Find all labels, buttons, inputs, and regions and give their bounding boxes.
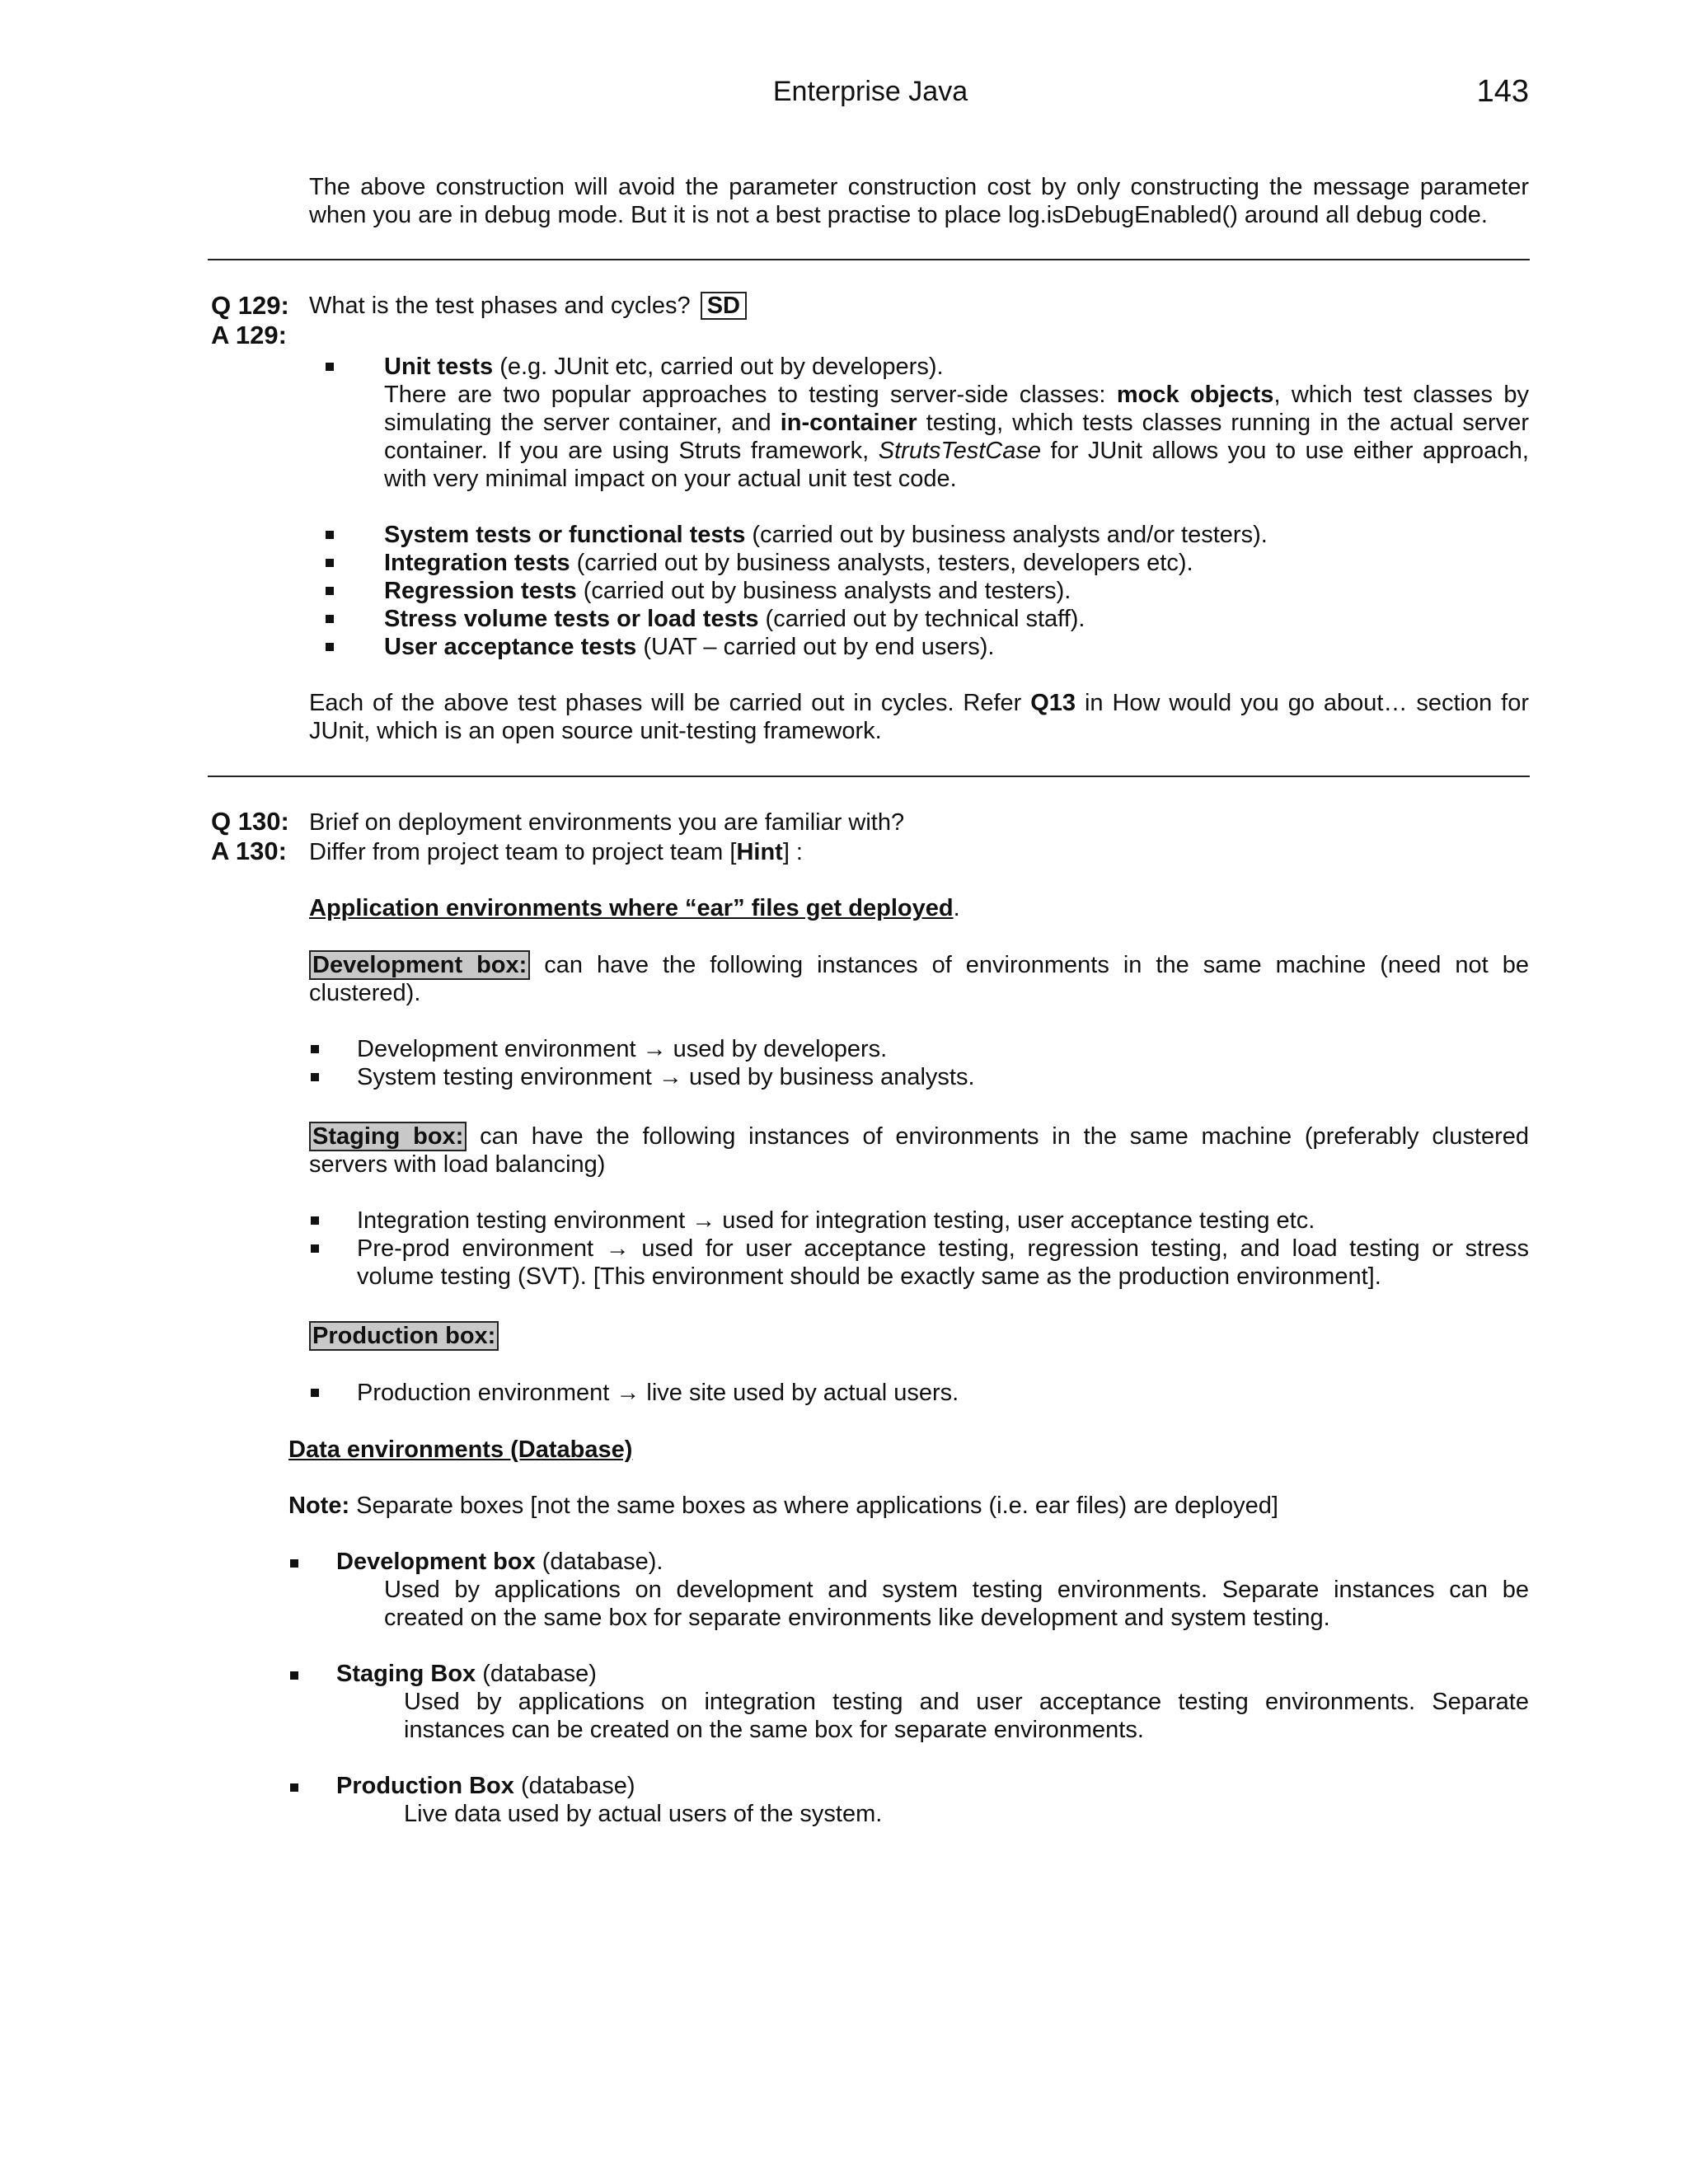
bullet-icon <box>311 1389 319 1397</box>
answer-label: A 130: <box>211 837 287 865</box>
db-item-title: Development box (database). <box>336 1549 663 1575</box>
page-number: 143 <box>1476 74 1529 109</box>
closing-line-1: Each of the above test phases will be carried out in cycles. Refer Q13 in How would you go about… section for <box>309 690 1529 716</box>
staging-box-paragraph: Staging box: can have the following instances of environments in the same machine (preferably clustered servers with load balancing) <box>309 1123 1529 1178</box>
list-item: Regression tests (carried out by business analysts and testers). <box>384 578 1071 604</box>
running-header-title: Enterprise Java <box>772 76 968 107</box>
list-item: Development environment → used by developers. <box>357 1036 888 1062</box>
bullet-icon <box>311 1073 319 1081</box>
bullet-icon <box>326 587 334 595</box>
list-item: User acceptance tests (UAT – carried out by end users). <box>384 634 995 660</box>
unit-line-1: There are two popular approaches to testing server-side classes: mock objects, which test classes by <box>384 382 1529 408</box>
section-divider <box>208 259 1530 260</box>
db-item-description: Used by applications on development and system testing environments. Separate instances can be created on the same box for separate environments like development and system testing. <box>384 1577 1529 1631</box>
question-text <box>309 292 747 320</box>
list-item: System testing environment → used by business analysts. <box>357 1064 975 1090</box>
unit-line-4: with very minimal impact on your actual unit test code. <box>384 466 957 492</box>
note-paragraph: Note: Separate boxes [not the same boxes as where applications (i.e. ear files) are deployed] <box>288 1493 1278 1519</box>
closing-paragraph <box>309 689 1529 745</box>
bullet-icon <box>326 643 334 651</box>
bullet-icon <box>290 1783 298 1792</box>
bullet-icon <box>326 531 334 539</box>
question-129-text: What is the test phases and cycles? <box>309 293 691 319</box>
bullet-icon <box>311 1244 319 1253</box>
bullet-icon <box>326 615 334 623</box>
production-box-label: Production box: <box>309 1321 499 1351</box>
list-item: Integration testing environment → used for integration testing, user acceptance testing etc. <box>357 1207 1315 1234</box>
staging-box-label: Staging box: <box>309 1122 467 1151</box>
unit-line-2: simulating the server container, and in-container testing, which tests classes running in the actual server <box>384 410 1529 436</box>
skill-badge: SD <box>701 292 747 320</box>
list-item: Integration tests (carried out by business analysts, testers, developers etc). <box>384 550 1193 576</box>
section-divider <box>208 776 1530 777</box>
app-env-heading: Application environments where “ear” files get deployed. <box>309 895 960 921</box>
intro-paragraph <box>309 173 1529 229</box>
db-item-description: Used by applications on integration testing and user acceptance testing environments. Separate instances can be created on the same box for separate environments. <box>404 1689 1529 1743</box>
intro-line-1: The above construction will avoid the parameter construction cost by only constructing the message parameter <box>309 174 1529 200</box>
closing-line-2: JUnit, which is an open source unit-testing framework. <box>309 718 882 744</box>
unit-tests-title-rest: (e.g. JUnit etc, carried out by developers). <box>493 354 944 380</box>
bullet-icon <box>311 1045 319 1053</box>
bullet-icon <box>290 1559 298 1568</box>
question-label: Q 129: <box>211 291 289 320</box>
bullet-icon <box>290 1671 298 1680</box>
development-box-label: Development box: <box>309 950 530 980</box>
unit-tests-item <box>384 353 1529 493</box>
db-item-title: Production Box (database) <box>336 1773 635 1799</box>
list-item: Pre-prod environment → used for user acceptance testing, regression testing, and load testing or stress volume testing (SVT). [This environment should be exactly same as the production environment]. <box>357 1235 1529 1290</box>
answer-130-text: Differ from project team to project team [Hint] : <box>309 839 803 865</box>
list-item: Production environment → live site used by actual users. <box>357 1380 959 1406</box>
intro-line-2: when you are in debug mode. But it is not a best practise to place log.isDebugEnabled() around all debug code. <box>309 202 1488 228</box>
data-env-heading: Data environments (Database) <box>288 1436 633 1463</box>
bullet-icon <box>326 363 334 371</box>
unit-line-3: container. If you are using Struts framework, StrutsTestCase for JUnit allows you to use either approach, <box>384 438 1529 464</box>
question-label: Q 130: <box>211 807 289 836</box>
list-item: Stress volume tests or load tests (carried out by technical staff). <box>384 606 1085 632</box>
development-box-paragraph: Development box: can have the following instances of environments in the same machine (need not be clustered). <box>309 952 1529 1006</box>
list-item: System tests or functional tests (carried out by business analysts and/or testers). <box>384 522 1268 548</box>
question-130-text: Brief on deployment environments you are familiar with? <box>309 809 905 836</box>
bullet-icon <box>326 559 334 567</box>
db-item-description: Live data used by actual users of the system. <box>404 1801 883 1827</box>
bullet-icon <box>311 1216 319 1225</box>
answer-label: A 129: <box>211 321 287 349</box>
db-item-title: Staging Box (database) <box>336 1661 597 1687</box>
production-box-paragraph <box>309 1322 1529 1350</box>
unit-tests-title: Unit tests <box>384 354 494 380</box>
